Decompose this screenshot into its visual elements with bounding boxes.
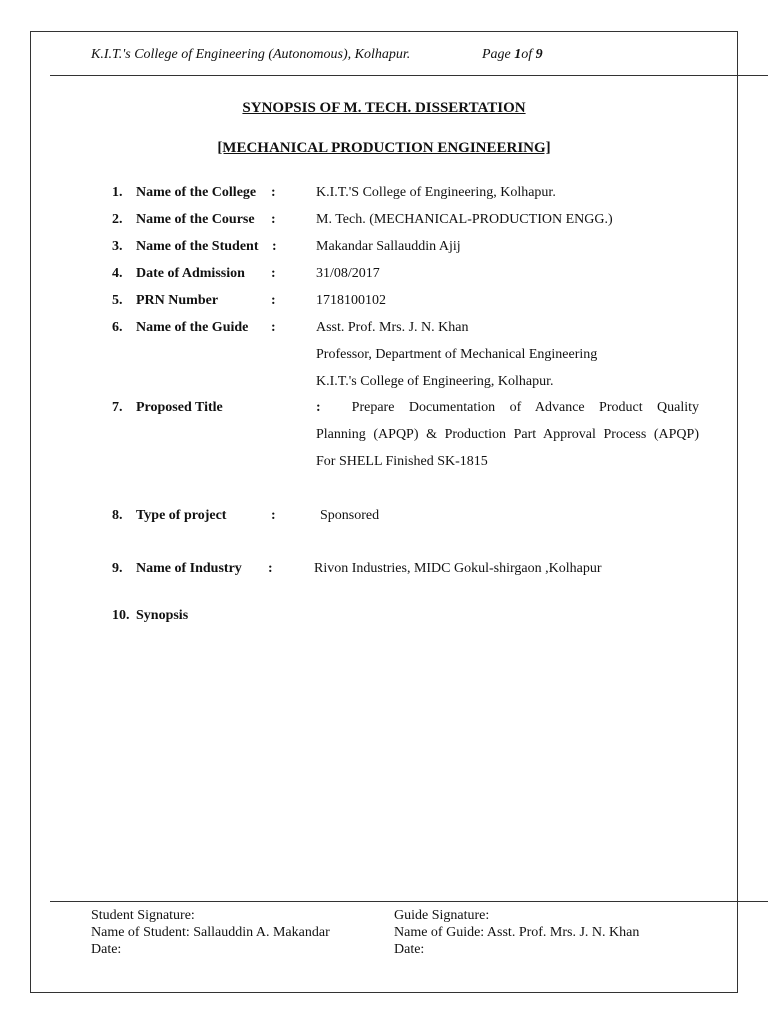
guide-college: K.I.T.'s College of Engineering, Kolhapur. [316,374,554,389]
item-colon: : [271,266,276,281]
item-value: Rivon Industries, MIDC Gokul-shirgaon ,Kolhapur [314,561,602,576]
student-signature-block [91,907,330,958]
document-subtitle: [MECHANICAL PRODUCTION ENGINEERING] [217,140,551,156]
item-number: 1. [112,185,123,200]
item-number: 3. [112,239,123,254]
header-institution: K.I.T.'s College of Engineering (Autonomous), Kolhapur. [91,47,411,62]
item-number: 2. [112,212,123,227]
item-number: 6. [112,320,123,335]
item-colon: : [272,239,277,254]
item-number: 9. [112,561,123,576]
student-signature-label: Student Signature: [91,908,195,923]
item-value: 31/08/2017 [316,266,380,281]
proposed-title-line-1 [316,400,699,416]
header-divider [50,75,768,76]
item-value: 1718100102 [316,293,386,308]
student-date: Date: [91,942,122,957]
item-colon: : [268,561,273,576]
item-colon: : [316,400,321,415]
page-of: of [521,47,536,62]
page-current: 1 [514,47,522,62]
item-value: Sponsored [320,508,380,523]
item-number: 10. [112,608,130,623]
page-total: 9 [535,47,543,62]
item-label: Name of the College [136,185,257,200]
guide-date: Date: [394,942,425,957]
item-label: Name of the Guide [136,320,249,335]
item-number: 7. [112,400,123,415]
guide-name: Name of Guide: Asst. Prof. Mrs. J. N. Khan [394,925,640,940]
footer-divider [50,901,768,902]
item-colon: : [271,293,276,308]
item-number: 8. [112,508,123,523]
item-label: Name of the Student [136,239,259,254]
item-label: Type of project [136,508,227,523]
item-colon: : [271,185,276,200]
item-colon: : [271,508,276,523]
page-prefix: Page [482,47,515,62]
item-number: 4. [112,266,123,281]
item-colon: : [271,212,276,227]
guide-department: Professor, Department of Mechanical Engineering [316,347,598,362]
proposed-title-line-2: Planning (APQP) & Production Part Approval Process (APQP) [316,427,699,442]
page-number [482,47,543,63]
guide-signature-label: Guide Signature: [394,908,490,923]
item-value: Asst. Prof. Mrs. J. N. Khan [316,320,469,335]
item-value: K.I.T.'S College of Engineering, Kolhapur. [316,185,556,200]
document-title: SYNOPSIS OF M. TECH. DISSERTATION [242,100,526,116]
item-value: M. Tech. (MECHANICAL-PRODUCTION ENGG.) [316,212,613,227]
item-label: Name of the Course [136,212,255,227]
item-value: Makandar Sallauddin Ajij [316,239,461,254]
guide-signature-block [394,907,639,958]
item-label: Name of Industry [136,561,242,576]
item-label: Date of Admission [136,266,245,281]
item-label: Synopsis [136,608,189,623]
item-label: Proposed Title [136,400,223,415]
item-value: Prepare Documentation of Advance Product Quality [351,400,699,415]
proposed-title-line-3: For SHELL Finished SK-1815 [316,454,488,469]
item-colon: : [271,320,276,335]
student-name: Name of Student: Sallauddin A. Makandar [91,925,330,940]
item-label: PRN Number [136,293,219,308]
item-number: 5. [112,293,123,308]
